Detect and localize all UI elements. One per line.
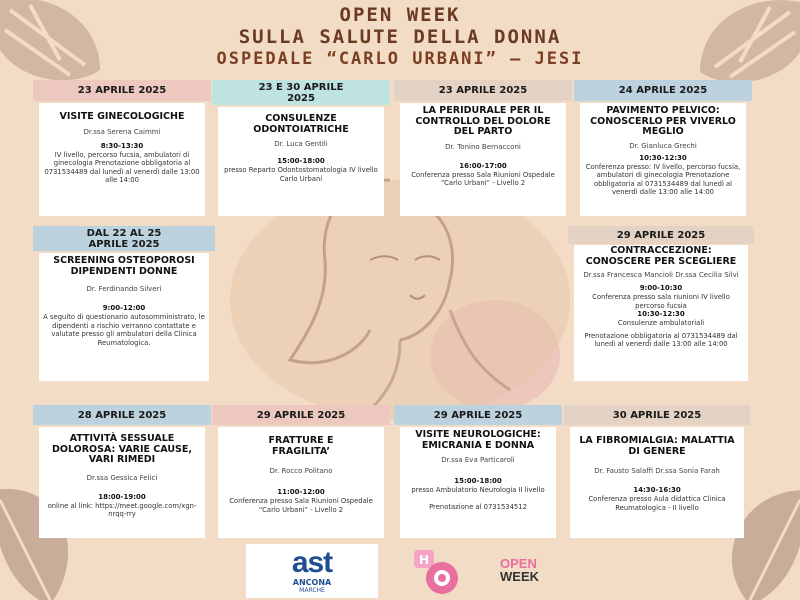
event-time: 15:00-18:00 bbox=[277, 157, 325, 165]
event-date-band: 29 APRILE 2025 bbox=[568, 226, 754, 244]
event-doctor: Dr.ssa Gessica Felici bbox=[86, 473, 158, 482]
ast-logo-city: ANCONA bbox=[292, 578, 332, 587]
event-doctor: Dr. Fausto Salaffi Dr.ssa Sonia Farah bbox=[594, 467, 720, 475]
event-title: VISITE NEUROLOGICHE: EMICRANIA E DONNA bbox=[415, 429, 541, 451]
event-time: 10:30-12:30 bbox=[639, 153, 687, 162]
event-date-band: 29 APRILE 2025 bbox=[212, 405, 390, 425]
event-card-body bbox=[400, 427, 556, 538]
event-info: presso Ambulatorio Neurologia II livello bbox=[411, 486, 545, 494]
event-time: 8:30-13:30 bbox=[100, 141, 144, 150]
bollino-letter: H bbox=[418, 553, 430, 567]
event-card-body bbox=[400, 103, 566, 216]
event-time: 16:00-17:00 bbox=[459, 161, 507, 170]
event-doctor: Dr. Ferdinando Silveri bbox=[86, 285, 162, 293]
event-info: IV livello, percorso fucsia, ambulatori di ginecologia Prenotazione obbligatoria al 0731534489 dal lunedì al venerdì dalle 13:00 alle 14:00 bbox=[44, 150, 200, 184]
event-info: A seguito di questionario autosomministrato, le dipendenti a rischio verranno contattate e valutate presso gli ambulatori della Clinica Reumatologica. bbox=[43, 313, 205, 347]
ast-logo-region: MARCHE bbox=[299, 587, 325, 594]
event-card-consulenze-odontoiatriche bbox=[212, 80, 390, 216]
event-card-body bbox=[218, 107, 384, 216]
event-title: CONSULENZE ODONTOIATRICHE bbox=[253, 113, 349, 135]
event-info-second: Consulenze ambulatoriali bbox=[617, 319, 705, 327]
event-card-body bbox=[574, 245, 748, 381]
event-info: online al link: https://meet.google.com/xgn-nrqq-rry bbox=[47, 501, 197, 518]
event-info: Conferenza presso Sala Riunioni Ospedale “Carlo Urbani” - Livello 2 bbox=[411, 170, 555, 187]
event-doctor: Dr. Luca Gentili bbox=[274, 140, 328, 148]
event-doctor: Dr.ssa Eva Particaroli bbox=[441, 456, 515, 464]
event-title: ATTIVITÀ SESSUALE DOLOROSA: VARIE CAUSE, VARI RIMEDI bbox=[51, 433, 192, 465]
open-week-logo-line1: OPEN bbox=[500, 556, 537, 571]
event-title: CONTRACCEZIONE: CONOSCERE PER SCEGLIERE bbox=[585, 245, 737, 267]
event-date-band: 23 E 30 APRILE 2025 bbox=[212, 80, 390, 105]
header-title-subject: SULLA SALUTE DELLA DONNA bbox=[238, 26, 562, 48]
event-title: LA PERIDURALE PER IL CONTROLLO DEL DOLORE DEL PARTO bbox=[415, 105, 551, 137]
event-info: Conferenza presso: IV livello, percorso fucsia, ambulatori di ginecologia Prenotazione obbligatoria al 0731534489 dal lunedì al venerdì dalle 13:00 alle 14:00 bbox=[585, 162, 741, 196]
event-info: Conferenza presso sala riunioni IV livello percorso fucsia bbox=[592, 293, 730, 310]
event-doctor: Dr. Gianluca Grechi bbox=[629, 141, 697, 150]
event-card-visite-ginecologiche bbox=[33, 80, 211, 216]
event-date-band: 23 APRILE 2025 bbox=[33, 80, 211, 101]
event-title: SCREENING OSTEOPOROSI DIPENDENTI DONNE bbox=[53, 255, 195, 277]
event-card-fibromialgia bbox=[564, 405, 750, 538]
event-date-band: DAL 22 AL 25 APRILE 2025 bbox=[33, 226, 215, 251]
event-date-band: 29 APRILE 2025 bbox=[394, 405, 562, 425]
event-card-body bbox=[39, 103, 205, 216]
header-title-open-week: OPEN WEEK bbox=[339, 4, 461, 26]
event-card-body bbox=[580, 103, 746, 216]
event-time: 9:00-10:30 bbox=[639, 284, 683, 292]
open-week-logo-line2: WEEK bbox=[500, 569, 539, 584]
event-time: 11:00-12:00 bbox=[277, 488, 325, 496]
event-time-second: 10:30-12:30 bbox=[637, 310, 685, 318]
event-card-screening-osteoporosi bbox=[33, 226, 215, 381]
event-date-band: 30 APRILE 2025 bbox=[564, 405, 750, 425]
ast-ancona-logo bbox=[246, 544, 378, 598]
event-time: 15:00-18:00 bbox=[454, 477, 502, 485]
event-doctor: Dr.ssa Serena Caimmi bbox=[83, 127, 161, 136]
event-title: VISITE GINECOLOGICHE bbox=[59, 111, 185, 122]
event-date-band: 28 APRILE 2025 bbox=[33, 405, 211, 425]
event-title: FRATTURE E FRAGILITA’ bbox=[268, 435, 334, 457]
event-booking-info: Prenotazione obbligatoria al 0731534489 dal lunedì al venerdì dalle 13:00 alle 14:00 bbox=[584, 331, 738, 348]
event-info: Conferenza presso Sala Riunioni Ospedale “Carlo Urbani” - Livello 2 bbox=[229, 497, 373, 514]
poster-header bbox=[0, 0, 800, 70]
bollino-rosa-logo bbox=[408, 548, 470, 598]
event-time: 14:30-16:30 bbox=[633, 486, 681, 494]
event-doctor: Dr. Tonino Bernacconi bbox=[445, 142, 521, 151]
event-card-contraccezione bbox=[568, 226, 754, 381]
event-card-body bbox=[39, 427, 205, 538]
event-card-fratture-fragilita bbox=[212, 405, 390, 538]
event-card-body bbox=[39, 253, 209, 381]
event-date-band: 24 APRILE 2025 bbox=[574, 80, 752, 101]
event-card-visite-neurologiche bbox=[394, 405, 562, 538]
ast-logo-word: ast bbox=[291, 546, 333, 579]
event-time: 18:00-19:00 bbox=[98, 492, 146, 501]
event-booking-info: Prenotazione al 0731534512 bbox=[429, 502, 527, 511]
event-date-band: 23 APRILE 2025 bbox=[394, 80, 572, 101]
event-card-pavimento-pelvico bbox=[574, 80, 752, 216]
open-week-logo bbox=[500, 557, 539, 583]
event-card-body bbox=[218, 427, 384, 538]
event-info: Conferenza presso Aula didattica Clinica Reumatologica - II livello bbox=[588, 495, 726, 512]
event-info: presso Reparto Odontostomatologia IV livello Carlo Urbani bbox=[224, 166, 378, 183]
event-doctor: Dr.ssa Francesca Mancioli Dr.ssa Cecilia Silvi bbox=[583, 271, 739, 279]
event-card-body bbox=[570, 427, 744, 538]
event-card-attivita-sessuale bbox=[33, 405, 211, 538]
event-card-peridurale bbox=[394, 80, 572, 216]
header-title-hospital: OSPEDALE “CARLO URBANI” – JESI bbox=[216, 49, 584, 69]
event-doctor: Dr. Rocco Politano bbox=[269, 467, 333, 475]
event-title: LA FIBROMIALGIA: MALATTIA DI GENERE bbox=[579, 435, 735, 457]
event-title: PAVIMENTO PELVICO: CONOSCERLO PER VIVERLO MEGLIO bbox=[590, 105, 736, 137]
event-time: 9:00-12:00 bbox=[102, 304, 146, 312]
